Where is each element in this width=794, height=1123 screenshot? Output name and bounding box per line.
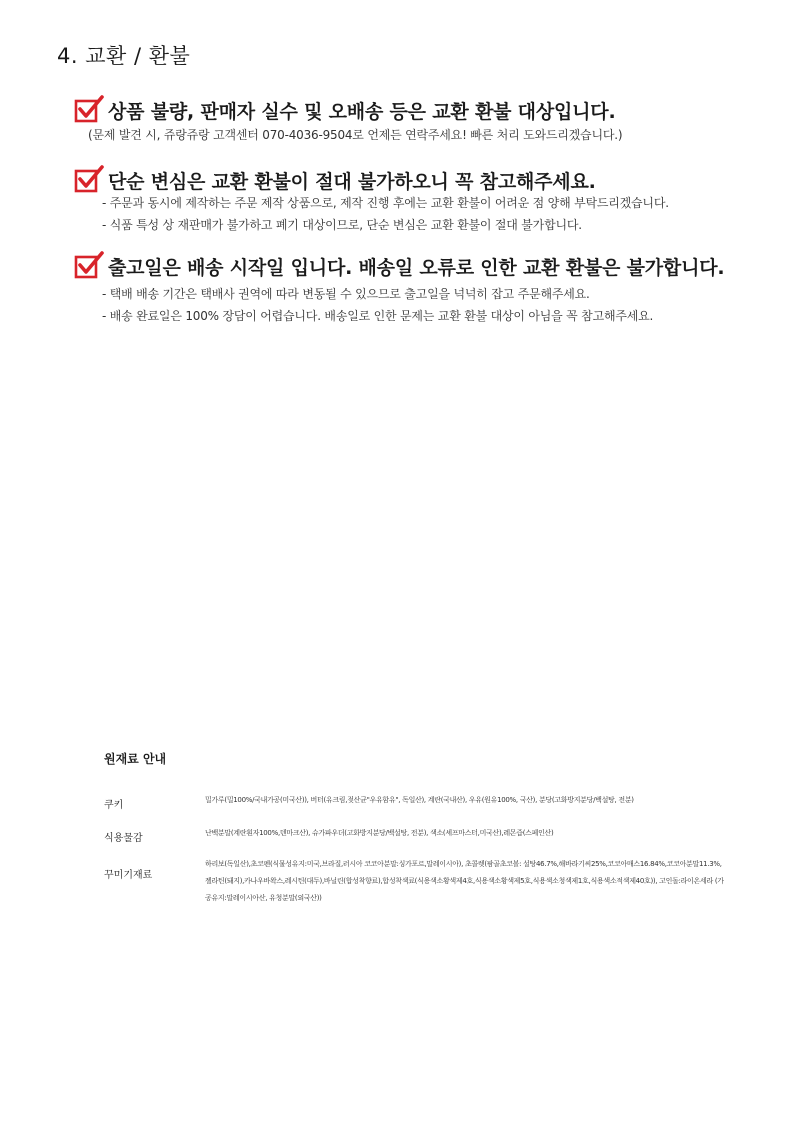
- notice-heading: 상품 불량, 판매자 실수 및 오배송 등은 교환 환불 대상입니다.: [108, 101, 616, 123]
- materials-title: 원재료 안내: [104, 752, 167, 766]
- material-label: 꾸미기재료: [104, 870, 153, 881]
- notice-detail: - 택배 배송 기간은 택배사 권역에 따라 변동될 수 있으므로 출고일을 넉넉히 잡고 주문해주세요.: [102, 287, 590, 301]
- material-label: 쿠키: [104, 800, 124, 811]
- material-label: 식용물감: [104, 833, 143, 844]
- checkbox-check-icon: [74, 95, 104, 123]
- notice-heading: 단순 변심은 교환 환불이 절대 불가하오니 꼭 참고해주세요.: [108, 171, 596, 193]
- notice-detail: - 배송 완료일은 100% 장담이 어렵습니다. 배송일로 인한 문제는 교환 환불 대상이 아님을 꼭 참고해주세요.: [102, 309, 654, 323]
- material-desc: 하리보(독일산),초코펜(식물성유지:미국,브라질,러시아 코코아분말:싱가포르,말레이시아), 초콜렛(팜골초코볼: 설탕46.7%,해바라기씨25%,코코아매스16.84%,코코아분말11.3%,젤라틴(돼지),카나우바왁스,레시틴(대두),바닐린(합성착향료),합성착색료(식용색소황색제4호,식용색소황색제5호,식용색소청색제1호,식용색소적색제40호)), 고인돌:라이온세라 (가공유지:말레이시아산, 유청분말(외국산)): [205, 860, 724, 902]
- section-title: 4. 교환 / 환불: [57, 44, 191, 68]
- checkbox-check-icon: [74, 251, 104, 279]
- notice-detail: - 식품 특성 상 재판매가 불가하고 폐기 대상이므로, 단순 변심은 교환 환불이 절대 불가합니다.: [102, 218, 582, 232]
- notice-detail: (문제 발견 시, 쥬랑쥬랑 고객센터 070-4036-9504로 언제든 연락주세요! 빠른 처리 도와드리겠습니다.): [88, 128, 623, 142]
- notice-heading: 출고일은 배송 시작일 입니다. 배송일 오류로 인한 교환 환불은 불가합니다.: [108, 257, 725, 279]
- checkbox-check-icon: [74, 165, 104, 193]
- material-desc: 밀가루(밀100%/국내가공(미국산)), 버터(유크림,젖산균"우유함유", 독일산), 계란(국내산), 우유(원유100%, 국산), 분당(고화방지분당/백설탕, 전분): [205, 796, 634, 804]
- material-desc: 난백분말(계란흰자100%,덴마크산), 슈가파우더(고화방지분당/백설탕, 전분), 색소(셰프마스터,미국산),레몬즙(스페인산): [205, 829, 554, 837]
- notice-detail: - 주문과 동시에 제작하는 주문 제작 상품으로, 제작 진행 후에는 교환 환불이 어려운 점 양해 부탁드리겠습니다.: [102, 196, 669, 210]
